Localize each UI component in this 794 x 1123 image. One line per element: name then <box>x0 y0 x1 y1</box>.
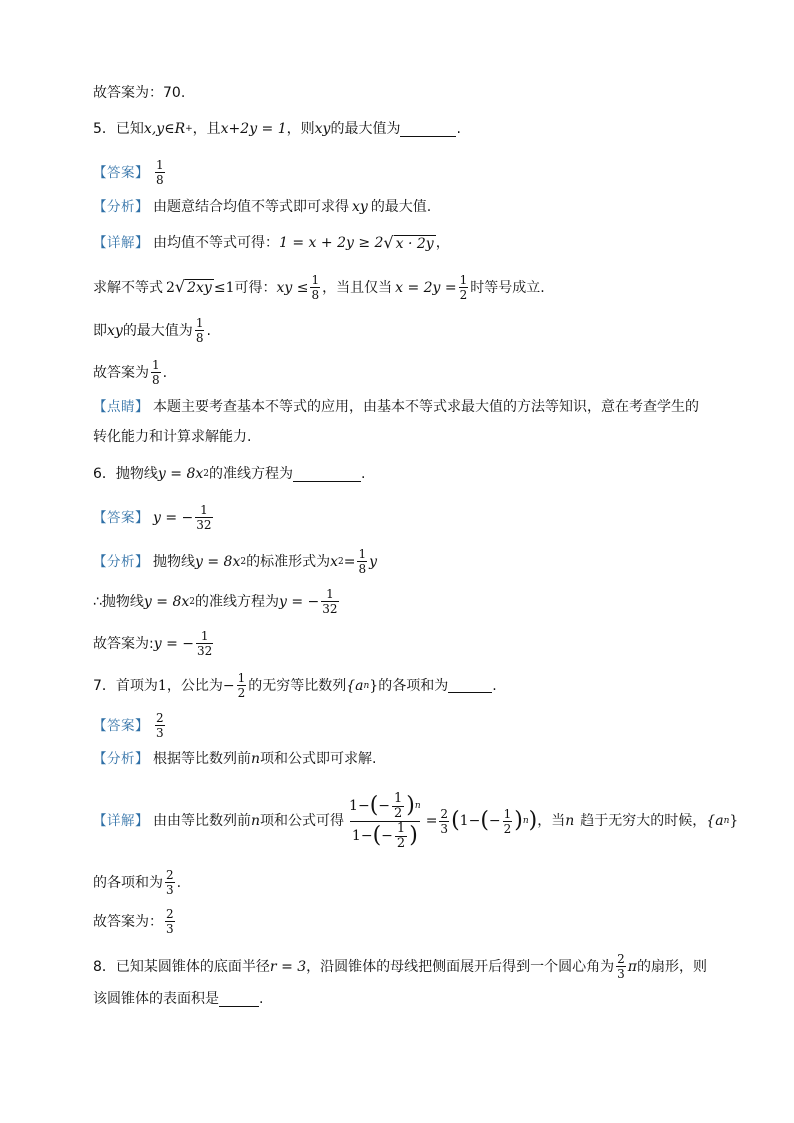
text: . <box>176 874 182 891</box>
numerator: 2 <box>617 952 625 966</box>
text: 的最大值. <box>370 199 432 215</box>
math-sub: n <box>363 680 370 691</box>
text: 项和公式即可求解. <box>260 751 377 767</box>
text: 的标准形式为 <box>246 553 331 570</box>
text: 8．已知某圆锥体的底面半径 <box>93 958 270 975</box>
denominator: 2 <box>459 288 468 302</box>
question-7 <box>93 671 497 700</box>
denominator: 8 <box>311 288 320 302</box>
analysis-tag: 【分析】 <box>93 553 149 570</box>
math-sup: n <box>414 801 421 811</box>
text: 该圆锥体的表面积是 <box>93 991 219 1007</box>
paren: ) <box>514 808 523 833</box>
question-6 <box>93 464 365 484</box>
text: 项和公式可得 <box>260 813 345 829</box>
math: {a <box>706 813 724 829</box>
math: xy ≤ <box>276 279 309 296</box>
paren: ( <box>480 808 489 833</box>
denominator: 32 <box>197 644 213 658</box>
text: 的各项和为 <box>93 874 163 891</box>
numerator: 1 <box>200 629 209 643</box>
analysis-row-q6 <box>93 547 377 576</box>
fraction <box>195 316 205 345</box>
math-sup: 2 <box>189 596 195 607</box>
detail-tag: 【详解】 <box>93 813 149 829</box>
math: 1 <box>459 813 469 829</box>
denominator: 2 <box>503 821 512 836</box>
text: . <box>162 364 168 381</box>
sqrt <box>383 232 435 252</box>
comment-tag: 【点睛】 <box>93 399 149 415</box>
numerator: 1 <box>358 547 367 561</box>
question-5 <box>93 119 461 139</box>
math: 1 <box>351 828 361 844</box>
comment-row-q5-2 <box>93 427 251 447</box>
text: 时等号成立. <box>470 279 545 296</box>
text: 由均值不等式可得： <box>153 235 279 251</box>
fraction <box>196 629 213 658</box>
math: y <box>369 553 378 570</box>
text: 的扇形，则 <box>637 958 707 975</box>
math: } <box>729 813 739 829</box>
text: . <box>361 466 366 482</box>
math: 1 <box>349 798 358 814</box>
fraction <box>357 547 367 576</box>
text: 的准线方程为 <box>195 593 279 610</box>
fraction <box>165 868 175 897</box>
numerator: 1 <box>503 806 512 821</box>
text: ，公比为 <box>166 677 223 694</box>
text: 由题意结合均值不等式即可求得 <box>153 199 349 215</box>
math-equation: 1 = x + 2y ≥ 2 <box>279 235 384 251</box>
text: 求解不等式 <box>93 279 163 296</box>
numerator: 1 <box>156 158 164 172</box>
denominator: 8 <box>152 373 160 387</box>
fraction <box>165 907 175 936</box>
math-sup: 2 <box>203 469 209 479</box>
math: n <box>251 813 261 829</box>
text: . <box>492 677 497 694</box>
math-set: R <box>174 121 186 137</box>
math: − <box>488 813 501 829</box>
denominator: 3 <box>440 821 449 836</box>
math-vars: xy <box>107 322 123 339</box>
text: 故答案为： <box>93 913 163 930</box>
fraction <box>395 822 407 851</box>
detail-tag: 【详解】 <box>93 235 149 251</box>
denominator: 8 <box>358 562 367 576</box>
text: 即 <box>93 322 107 339</box>
denominator: 3 <box>166 922 174 936</box>
answer-text: 故答案为：70. <box>93 85 186 101</box>
text: . <box>456 121 461 137</box>
math-sup: 2 <box>240 556 247 567</box>
analysis-tag: 【分析】 <box>93 199 149 215</box>
answer-line-q4 <box>93 83 185 103</box>
math-equation: x+2y = 1 <box>220 121 287 137</box>
fraction <box>392 792 404 821</box>
paren: ( <box>372 823 382 848</box>
text: ，当且仅当 <box>322 279 393 296</box>
denominator: 8 <box>156 173 164 187</box>
big-fraction <box>347 792 423 851</box>
question-8-line-2 <box>93 989 263 1009</box>
fraction <box>503 807 513 836</box>
math-sup: + <box>185 124 193 134</box>
detail-row-q5-2 <box>93 273 545 302</box>
text: . <box>259 991 264 1007</box>
math-vars: xy <box>314 121 331 137</box>
fraction <box>439 807 449 836</box>
text: 可得： <box>234 279 277 296</box>
fraction <box>151 358 161 387</box>
answer-line-q7 <box>93 907 177 936</box>
math-sub: n <box>723 816 730 826</box>
fraction <box>155 158 165 187</box>
denominator: 3 <box>617 967 625 981</box>
paren: ) <box>409 823 418 848</box>
denominator: 2 <box>396 835 406 851</box>
detail-row-q5 <box>93 233 450 253</box>
big-fraction-denominator <box>350 821 420 851</box>
text: ，当 <box>537 813 566 829</box>
fraction <box>310 273 320 302</box>
numerator: 1 <box>459 273 468 287</box>
detail-row-q7 <box>93 790 739 851</box>
text: ，沿圆锥体的母线把侧面展开后得到一个圆心角为 <box>306 958 615 975</box>
math-vars: x,y <box>143 121 165 137</box>
question-8 <box>93 952 707 981</box>
math: y = − <box>279 593 320 610</box>
answer-blank <box>293 467 361 482</box>
math: = <box>343 553 356 570</box>
answer-tag: 【答案】 <box>93 717 149 734</box>
numerator: 2 <box>440 806 449 821</box>
math: 2 <box>166 279 175 296</box>
math: x <box>330 553 338 570</box>
numerator: 1 <box>394 790 403 806</box>
paren: ( <box>451 808 460 833</box>
numerator: 2 <box>156 711 164 725</box>
analysis-tag: 【分析】 <box>93 751 149 767</box>
text: 故答案为: <box>93 635 154 652</box>
denominator: 32 <box>322 602 338 616</box>
sqrt-sign: √ <box>383 232 394 252</box>
answer-row-q6 <box>93 503 215 532</box>
math-sup: 2 <box>337 556 344 567</box>
paren: ) <box>528 808 538 833</box>
answer-blank <box>219 992 259 1007</box>
answer-blank <box>448 678 492 693</box>
answer-tag: 【答案】 <box>93 164 149 181</box>
text: 的最大值为 <box>122 322 193 339</box>
math-sup: n <box>522 816 529 826</box>
math: {a <box>346 677 364 694</box>
math: r = 3 <box>269 958 307 975</box>
numerator: 2 <box>166 907 174 921</box>
numerator: 1 <box>195 316 204 330</box>
fraction <box>321 587 338 616</box>
math-equation: y = 8x <box>157 466 204 482</box>
paren: ) <box>406 793 415 818</box>
numerator: 1 <box>152 358 160 372</box>
comment-row-q5 <box>93 397 699 417</box>
question-number: 6．抛物线 <box>93 466 158 482</box>
math: − <box>222 677 235 694</box>
numerator: 1 <box>237 671 246 685</box>
question-number: 5．已知 <box>93 121 144 137</box>
analysis-row-q5 <box>93 197 431 217</box>
text: ， <box>435 235 450 251</box>
fraction <box>155 711 165 740</box>
answer-row-q5 <box>93 158 167 187</box>
text: ，且 <box>192 121 221 137</box>
math: − <box>360 828 373 844</box>
paren: ( <box>369 793 379 818</box>
text: 转化能力和计算求解能力. <box>93 429 252 445</box>
text: 的无穷等比数列 <box>248 677 347 694</box>
detail-row-q5-3 <box>93 316 211 345</box>
math: = <box>425 813 438 829</box>
math: n <box>251 751 261 767</box>
sqrt <box>175 279 214 296</box>
text: 的各项和为 <box>378 677 449 694</box>
denominator: 8 <box>195 331 204 345</box>
math: − <box>468 813 481 829</box>
numerator: 1 <box>326 587 334 601</box>
radicand: 2xy <box>187 280 212 296</box>
question-number: 7．首项为 <box>93 677 158 694</box>
text: 的最大值为 <box>330 121 401 137</box>
math: ≤1 <box>213 279 235 296</box>
answer-line-q6 <box>93 629 215 658</box>
numerator: 1 <box>200 503 208 517</box>
numerator: 1 <box>311 273 320 287</box>
denominator: 2 <box>394 805 403 821</box>
math: x = 2y = <box>395 279 457 296</box>
math-symbol: ∈ <box>164 121 175 137</box>
text: 趋于无穷大的时候， <box>580 813 707 829</box>
text: ∴抛物线 <box>93 593 144 610</box>
text: . <box>206 322 211 339</box>
answer-line-q5 <box>93 358 167 387</box>
math: 1 <box>157 677 167 694</box>
denominator: 32 <box>196 518 212 532</box>
fraction <box>616 952 626 981</box>
text: 的准线方程为 <box>209 466 293 482</box>
math: y = − <box>153 509 194 526</box>
fraction <box>195 503 212 532</box>
denominator: 3 <box>156 726 164 740</box>
math-vars: xy <box>352 199 368 215</box>
text: 本题主要考查基本不等式的应用，由基本不等式求最大值的方法等知识，意在考查学生的 <box>153 399 699 415</box>
text: 由由等比数列前 <box>153 813 251 829</box>
text: 抛物线 <box>153 553 195 570</box>
denominator: 3 <box>166 883 174 897</box>
analysis-row-q7 <box>93 749 376 769</box>
sqrt-sign: √ <box>174 277 186 296</box>
math: − <box>357 798 370 814</box>
math: − <box>381 828 393 844</box>
text: 根据等比数列前 <box>153 751 251 767</box>
answer-blank <box>400 122 456 137</box>
math: y = − <box>153 635 194 652</box>
fraction <box>237 671 247 700</box>
numerator: 2 <box>166 868 174 882</box>
math: n <box>565 813 575 829</box>
math-equation: y = 8x <box>143 593 190 610</box>
math: − <box>378 798 391 814</box>
answer-row-q7 <box>93 711 167 740</box>
math: π <box>627 958 637 975</box>
detail-row-q7-2 <box>93 868 181 897</box>
math: } <box>369 677 379 694</box>
text: 故答案为 <box>93 364 149 381</box>
text: ，则 <box>286 121 315 137</box>
numerator: 1 <box>396 820 406 836</box>
denominator: 2 <box>237 686 246 700</box>
fraction <box>459 273 469 302</box>
radicand: x · 2y <box>395 235 434 252</box>
big-fraction-numerator <box>347 792 423 821</box>
math-equation: y = 8x <box>195 553 241 570</box>
analysis-row-q6-2 <box>93 587 341 616</box>
answer-tag: 【答案】 <box>93 509 149 526</box>
